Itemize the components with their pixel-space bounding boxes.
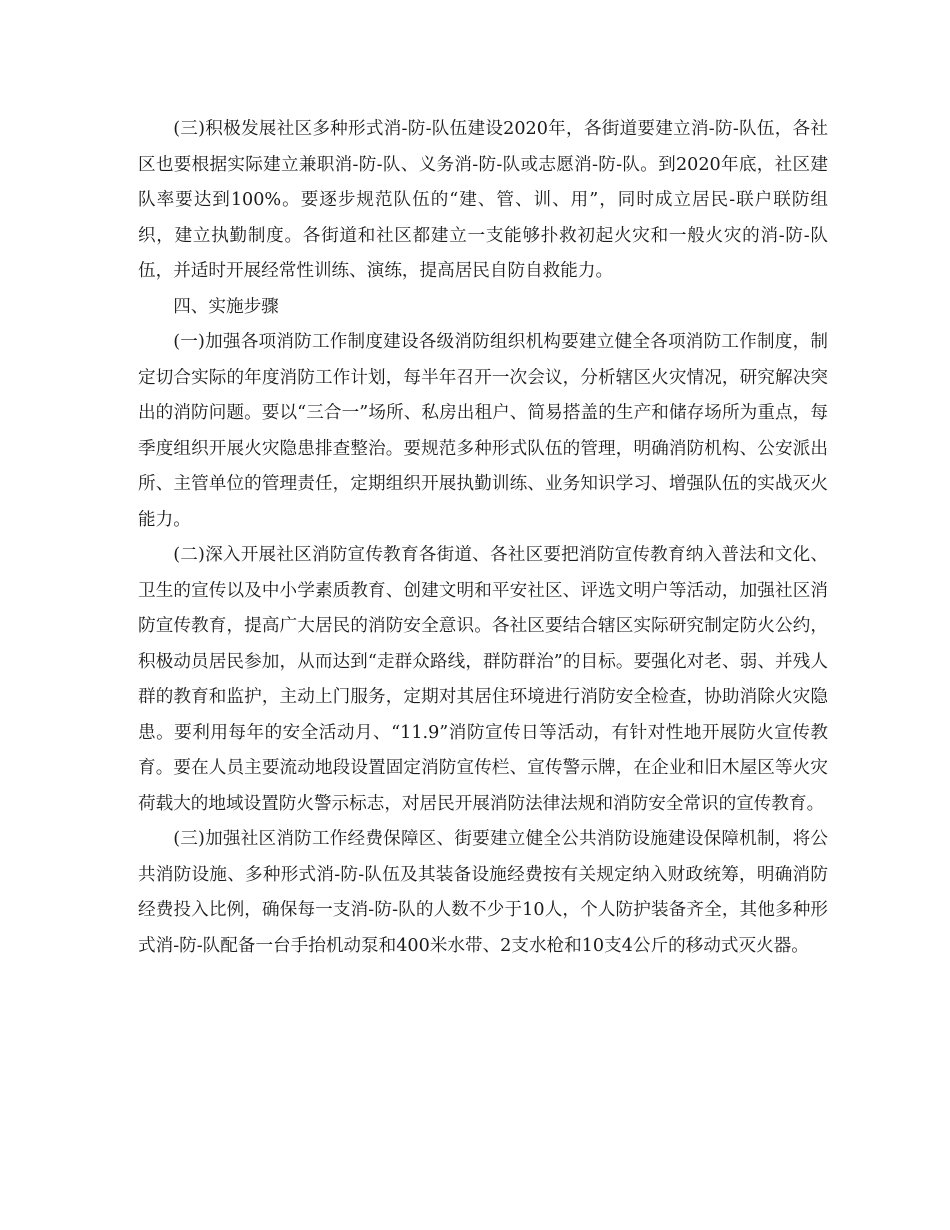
paragraph-community-fire-teams: (三)积极发展社区多种形式消-防-队伍建设2020年，各街道要建立消-防-队伍，各社区也要根据实际建立兼职消-防-队、义务消-防-队或志愿消-防-队。到2020年底，社区建队率要达到100%。要逐步规范队伍的“建、管、训、用”，同时成立居民-联户联防组织，建立执勤制度。各街道和社区都建立一支能够扑救初起火灾和一般火灾的消-防-队伍，并适时开展经常性训练、演练，提高居民自防自救能力。 <box>138 119 828 281</box>
paragraph-fire-funding: (三)加强社区消防工作经费保障区、街要建立健全公共消防设施建设保障机制，将公共消防设施、多种形式消-防-队伍及其装备设施经费按有关规定纳入财政统筹，明确消防经费投入比例，确保每一支消-防-队的人数不少于10人，个人防护装备齐全，其他多种形式消-防-队配备一台手抬机动泵和400米水带、2支水枪和10支4公斤的移动式灭火器。 <box>138 829 828 956</box>
document-body <box>138 112 828 964</box>
paragraph-fire-work-system: (一)加强各项消防工作制度建设各级消防组织机构要建立健全各项消防工作制度，制定切合实际的年度消防工作计划，每半年召开一次会议，分析辖区火灾情况，研究解决突出的消防问题。要以“三合一”场所、私房出租户、简易搭盖的生产和储存场所为重点，每季度组织开展火灾隐患排查整治。要规范多种形式队伍的管理，明确消防机构、公安派出所、主管单位的管理责任，定期组织开展执勤训练、业务知识学习、增强队伍的实战灭火能力。 <box>138 332 828 530</box>
section-heading-implementation-steps: 四、实施步骤 <box>173 296 279 317</box>
paragraph-fire-education: (二)深入开展社区消防宣传教育各街道、各社区要把消防宣传教育纳入普法和文化、卫生的宣传以及中小学素质教育、创建文明和平安社区、评选文明户等活动，加强社区消防宣传教育，提高广大居民的消防安全意识。各社区要结合辖区实际研究制定防火公约，积极动员居民参加，从而达到“走群众路线，群防群治”的目标。要强化对老、弱、并残人群的教育和监护，主动上门服务，定期对其居住环境进行消防安全检查，协助消除火灾隐患。要利用每年的安全活动月、“11.9”消防宣传日等活动，有针对性地开展防火宣传教育。要在人员主要流动地段设置固定消防宣传栏、宣传警示牌，在企业和旧木屋区等火灾荷载大的地域设置防火警示标志，对居民开展消防法律法规和消防安全常识的宣传教育。 <box>138 545 828 814</box>
